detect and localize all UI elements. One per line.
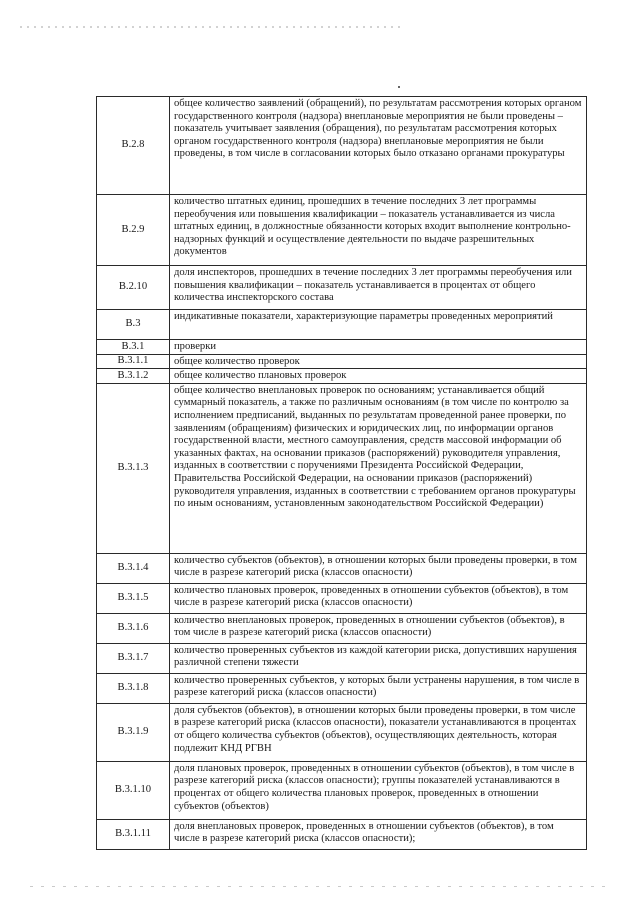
row-text: количество внеплановых проверок, проведенных в отношении субъектов (объектов), в том числе в разрезе категорий риска (классов опасности) — [170, 613, 587, 643]
table-row — [97, 369, 587, 384]
table-row — [97, 266, 587, 310]
table-row — [97, 613, 587, 643]
row-code: В.3.1.10 — [97, 761, 170, 819]
row-code: В.2.9 — [97, 195, 170, 266]
row-text: доля внеплановых проверок, проведенных в отношении субъектов (объектов), в том числе в разрезе категорий риска (классов опасности); — [170, 819, 587, 849]
scan-artifact-top — [20, 26, 400, 28]
table-row — [97, 761, 587, 819]
row-text: количество штатных единиц, прошедших в течение последних 3 лет программы переобучения или повышения квалификации – показатель устанавливается из числа штатных единиц, в должностные обязанности которых входит выполнение контрольно-надзорных функций и осуществление деятельности по выдаче разрешительных документов — [170, 195, 587, 266]
row-code: В.3.1.2 — [97, 369, 170, 384]
row-code: В.3.1.7 — [97, 643, 170, 673]
row-text: доля субъектов (объектов), в отношении которых были проведены проверки, в том числе в разрезе категорий риска (классов опасности), показатели устанавливаются в процентах от общего количества субъектов (объектов), осуществляющих деятельность, которая подлежит КНД РГВН — [170, 703, 587, 761]
table-row — [97, 643, 587, 673]
scan-artifact-dot — [398, 86, 400, 88]
row-code: В.3.1.1 — [97, 354, 170, 369]
row-text: количество проверенных субъектов, у которых были устранены нарушения, в том числе в разрезе категорий риска (классов опасности) — [170, 673, 587, 703]
table-row — [97, 383, 587, 553]
row-code: В.3.1.9 — [97, 703, 170, 761]
row-text: количество плановых проверок, проведенных в отношении субъектов (объектов), в том числе в разрезе категорий риска (классов опасности) — [170, 583, 587, 613]
table-row — [97, 354, 587, 369]
row-code: В.2.8 — [97, 97, 170, 195]
row-code: В.3.1.3 — [97, 383, 170, 553]
row-code: В.3.1.8 — [97, 673, 170, 703]
row-text: количество проверенных субъектов из каждой категории риска, допустивших нарушения различной степени тяжести — [170, 643, 587, 673]
row-code: В.3.1.11 — [97, 819, 170, 849]
table-row — [97, 583, 587, 613]
row-text: проверки — [170, 340, 587, 355]
row-text: доля плановых проверок, проведенных в отношении субъектов (объектов), в том числе в разрезе категорий риска (классов опасности); группы показателей устанавливаются в процентах от общего количества плановых проверок, проведенных в отношении субъектов (объектов) — [170, 761, 587, 819]
row-text: общее количество внеплановых проверок по основаниям; устанавливается общий суммарный показатель, а также по различным основаниям (в том числе по контролю за исполнением предписаний, выданных по результатам проведенной ранее проверки, по заявлениям (обращениям) физических и юридических лиц, по информации органов государственной власти, местного самоуправления, средств массовой информации об указанных фактах, на основании приказов (распоряжений) руководителя управления, изданных в соответствии с поручениями Президента Российской Федерации, Правительства Российской Федерации, на основании приказов (распоряжений) руководителя управления, изданных в соответствии с требованием органов прокуратуры по иным основаниям, установленным законодательством Российской Федерации) — [170, 383, 587, 553]
row-text: доля инспекторов, прошедших в течение последних 3 лет программы переобучения или повышения квалификации – показатель устанавливается в процентах от общего количества инспекторского состава — [170, 266, 587, 310]
table-row — [97, 195, 587, 266]
row-text: количество субъектов (объектов), в отношении которых были проведены проверки, в том числе в разрезе категорий риска (классов опасности) — [170, 553, 587, 583]
table-row — [97, 310, 587, 340]
row-text: индикативные показатели, характеризующие параметры проведенных мероприятий — [170, 310, 587, 340]
table-row — [97, 97, 587, 195]
row-code: В.3.1.6 — [97, 613, 170, 643]
row-code: В.3.1 — [97, 340, 170, 355]
row-text: общее количество заявлений (обращений), по результатам рассмотрения которых органом государственного контроля (надзора) внеплановые мероприятия не были проведены – показатель учитывает заявления (обращения), по результатам рассмотрения которых органом государственного контроля (надзора) внеплановые мероприятия не были проведены, в том числе в согласовании которых было отказано органами прокуратуры — [170, 97, 587, 195]
row-text: общее количество проверок — [170, 354, 587, 369]
row-code: В.3.1.4 — [97, 553, 170, 583]
table-row — [97, 673, 587, 703]
table-row — [97, 703, 587, 761]
scan-artifact-bottom — [30, 886, 610, 887]
row-code: В.3 — [97, 310, 170, 340]
table-row — [97, 819, 587, 849]
row-code: В.3.1.5 — [97, 583, 170, 613]
indicators-table — [96, 96, 587, 850]
row-text: общее количество плановых проверок — [170, 369, 587, 384]
row-code: В.2.10 — [97, 266, 170, 310]
table-row — [97, 340, 587, 355]
table-row — [97, 553, 587, 583]
